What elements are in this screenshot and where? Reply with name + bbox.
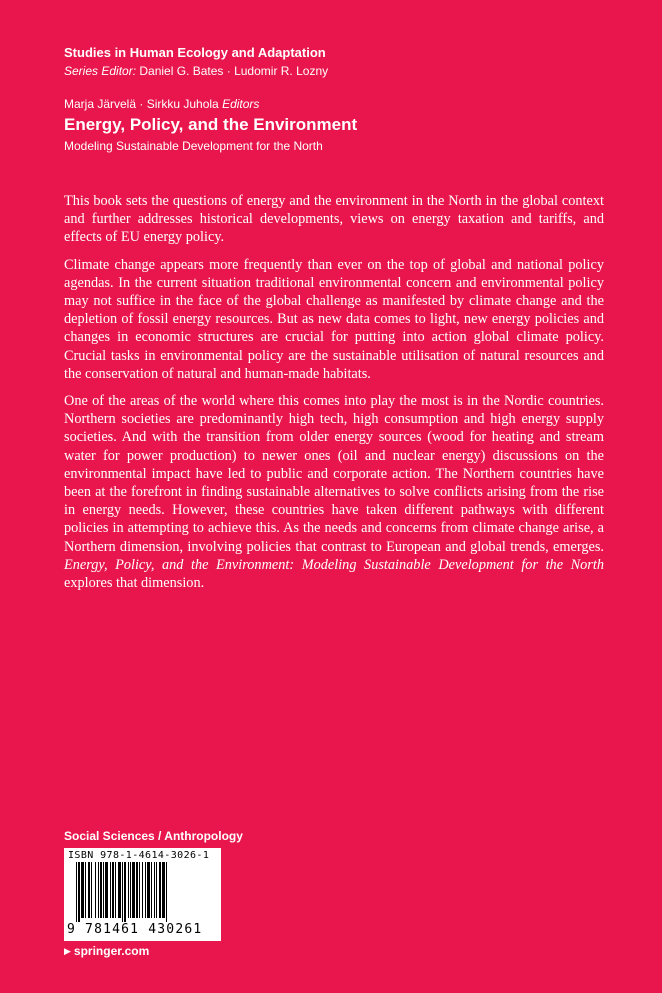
paragraph-3-end: explores that dimension. [64,575,205,592]
book-editors-label: Editors [222,97,260,111]
series-title: Studies in Human Ecology and Adaptation [64,45,326,60]
description-paragraph-1: This book sets the questions of energy and the environment in the North in the global context and further addresses historical developments, views on energy taxation and tariffs, and effects of EU energy policy. [64,193,604,246]
series-editor-label: Series Editor: [64,64,137,78]
series-editors: Daniel G. Bates · Ludomir R. Lozny [139,64,329,78]
book-editors-line [64,96,604,112]
book-title: Energy, Policy, and the Environment [64,115,358,134]
series-editor-line [64,63,604,79]
publisher-link[interactable] [64,944,149,959]
publisher-url: springer.com [73,944,150,958]
book-editors: Marja Järvelä · Sirkku Juhola [64,97,219,111]
barcode-icon [64,862,221,922]
paragraph-3-start: One of the areas of the world where this comes into play the most is in the Nordic countries. Northern societies are predominantly high tech, high consumption and high energy supply societies. And with the transition from older energy sources (wood for heating and stream water for power production) to newer ones (oil and nuclear energy) discussions on the environmental impact have led to public and corporate action. The Northern countries have been at the forefront in finding sustainable alternatives to solve conflicts arising from the rise in energy needs. However, these countries have taken different pathways with different policies in attempting to achieve this. As the needs and concerns from climate change arise, a Northern dimension, involving policies that contrast to European and global trends, emerges. [64,393,604,555]
paragraph-3-book-title: Energy, Policy, and the Environment: Modeling Sustainable Development for the North [64,556,604,573]
series-header [64,44,604,79]
triangle-arrow-icon: ▶ [64,946,71,956]
description-paragraph-2: Climate change appears more frequently than ever on the top of global and national policy agendas. In the current situation traditional environmental concern and environmental policy may not suffice in the face of the global challenge as manifested by climate change and the depletion of fossil energy resources. But as new data comes to light, new energy policies and changes in economic structures are crucial for putting into action global climate policy. Crucial tasks in environmental policy are the sustainable utilisation of natural resources and the conservation of natural and human-made habitats. [64,256,604,382]
barcode-label [64,848,221,941]
book-header [64,96,604,154]
description-paragraph-3 [64,392,604,592]
subject-category: Social Sciences / Anthropology [64,829,243,843]
book-description [64,192,604,601]
book-subtitle: Modeling Sustainable Development for the North [64,139,323,153]
ean-digits: 9 781461 430261 [67,922,203,937]
isbn-number: ISBN 978-1-4614-3026-1 [68,850,210,861]
